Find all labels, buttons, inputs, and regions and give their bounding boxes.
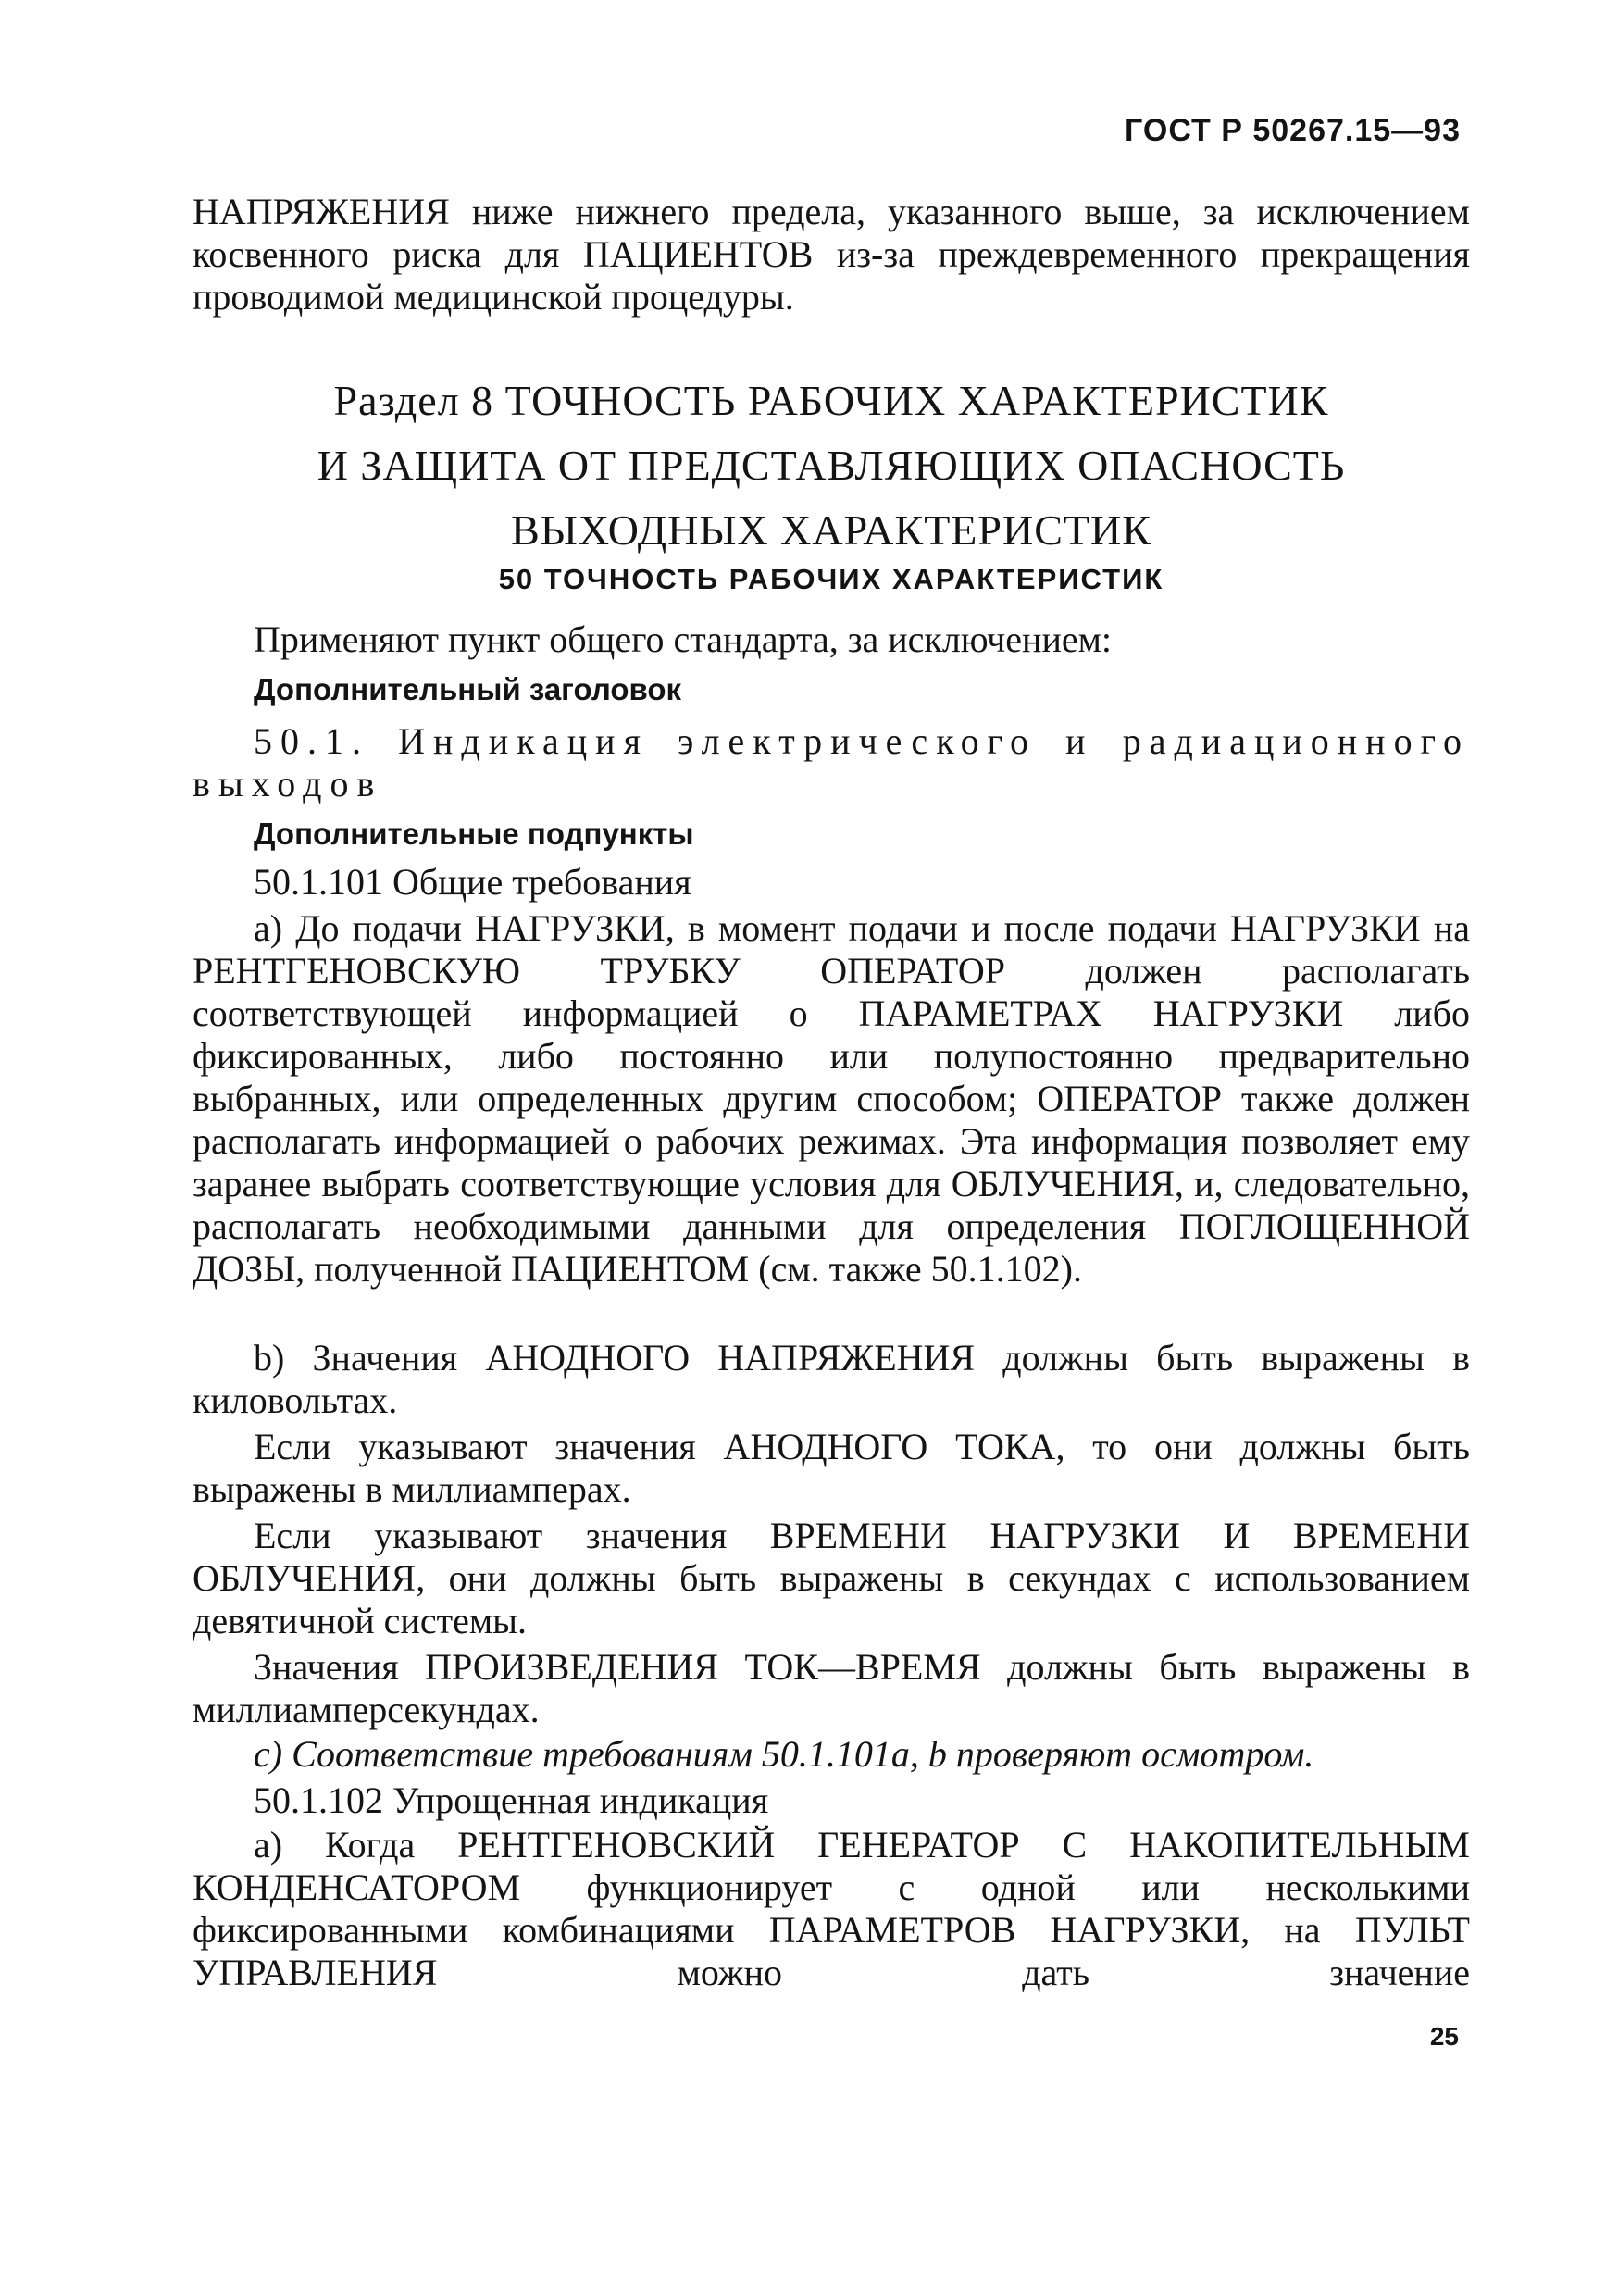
subclause-title: 50.1. Индикация электрического и радиационного выходов — [193, 720, 1470, 805]
item-b-current-paragraph: Если указывают значения АНОДНОГО ТОКА, то они должны быть выражены в миллиамперах. — [193, 1426, 1470, 1510]
additional-subclauses-label: Дополнительные подпункты — [254, 817, 694, 851]
applies-paragraph: Применяют пункт общего стандарта, за исключением: — [254, 618, 1113, 660]
item-b-product-paragraph: Значения ПРОИЗВЕДЕНИЯ ТОК—ВРЕМЯ должны быть выражены в миллиамперсекундах. — [193, 1646, 1470, 1730]
simplified-item-a-paragraph: а) Когда РЕНТГЕНОВСКИЙ ГЕНЕРАТОР С НАКОПИТЕЛЬНЫМ КОНДЕНСАТОРОМ функционирует с одной или несколькими фиксированными комбинациями ПАРАМЕТРОВ НАГРУЗКИ, на ПУЛЬТ УПРАВЛЕНИЯ можно дать значение — [193, 1824, 1470, 1993]
section-heading — [193, 368, 1470, 563]
clause-heading: 50 ТОЧНОСТЬ РАБОЧИХ ХАРАКТЕРИСТИК — [498, 563, 1164, 595]
item-b-paragraph: b) Значения АНОДНОГО НАПРЯЖЕНИЯ должны быть выражены в киловольтах. — [193, 1337, 1470, 1421]
document-code: ГОСТ Р 50267.15—93 — [1125, 113, 1461, 148]
item-c-paragraph: с) Соответствие требованиям 50.1.101a, b проверяют осмотром. — [254, 1733, 1314, 1775]
general-requirements-title: 50.1.101 Общие требования — [254, 861, 691, 903]
section-heading-line-3: ВЫХОДНЫХ ХАРАКТЕРИСТИК — [511, 506, 1151, 554]
page-number: 25 — [1429, 2022, 1459, 2051]
item-a-paragraph: а) До подачи НАГРУЗКИ, в момент подачи и после подачи НАГРУЗКИ на РЕНТГЕНОВСКУЮ ТРУБКУ ОПЕРАТОР должен располагать соответствующей информацией о ПАРАМЕТРАХ НАГРУЗКИ либо фиксированных, либо постоянно или полупостоянно предварительно выбранных, или определенных другим способом; ОПЕРАТОР также должен располагать информацией о рабочих режимах. Эта информация позволяет ему заранее выбрать соответствующие условия для ОБЛУЧЕНИЯ, и, следовательно, располагать необходимыми данными для определения ПОГЛОЩЕННОЙ ДОЗЫ, полученной ПАЦИЕНТОМ (см. также 50.1.102). — [193, 907, 1470, 1290]
section-heading-line-1: Раздел 8 ТОЧНОСТЬ РАБОЧИХ ХАРАКТЕРИСТИК — [333, 377, 1329, 424]
item-b-time-paragraph: Если указывают значения ВРЕМЕНИ НАГРУЗКИ И ВРЕМЕНИ ОБЛУЧЕНИЯ, они должны быть выражены в секундах с использованием девятичной системы. — [193, 1515, 1470, 1641]
intro-paragraph: НАПРЯЖЕНИЯ ниже нижнего предела, указанного выше, за исключением косвенного риска для ПАЦИЕНТОВ из-за преждевременного прекращения проводимой медицинской процедуры. — [193, 191, 1470, 318]
additional-heading-label: Дополнительный заголовок — [254, 672, 682, 706]
simplified-indication-title: 50.1.102 Упрощенная индикация — [254, 1779, 769, 1821]
section-heading-line-2: И ЗАЩИТА ОТ ПРЕДСТАВЛЯЮЩИХ ОПАСНОСТЬ — [317, 442, 1346, 489]
